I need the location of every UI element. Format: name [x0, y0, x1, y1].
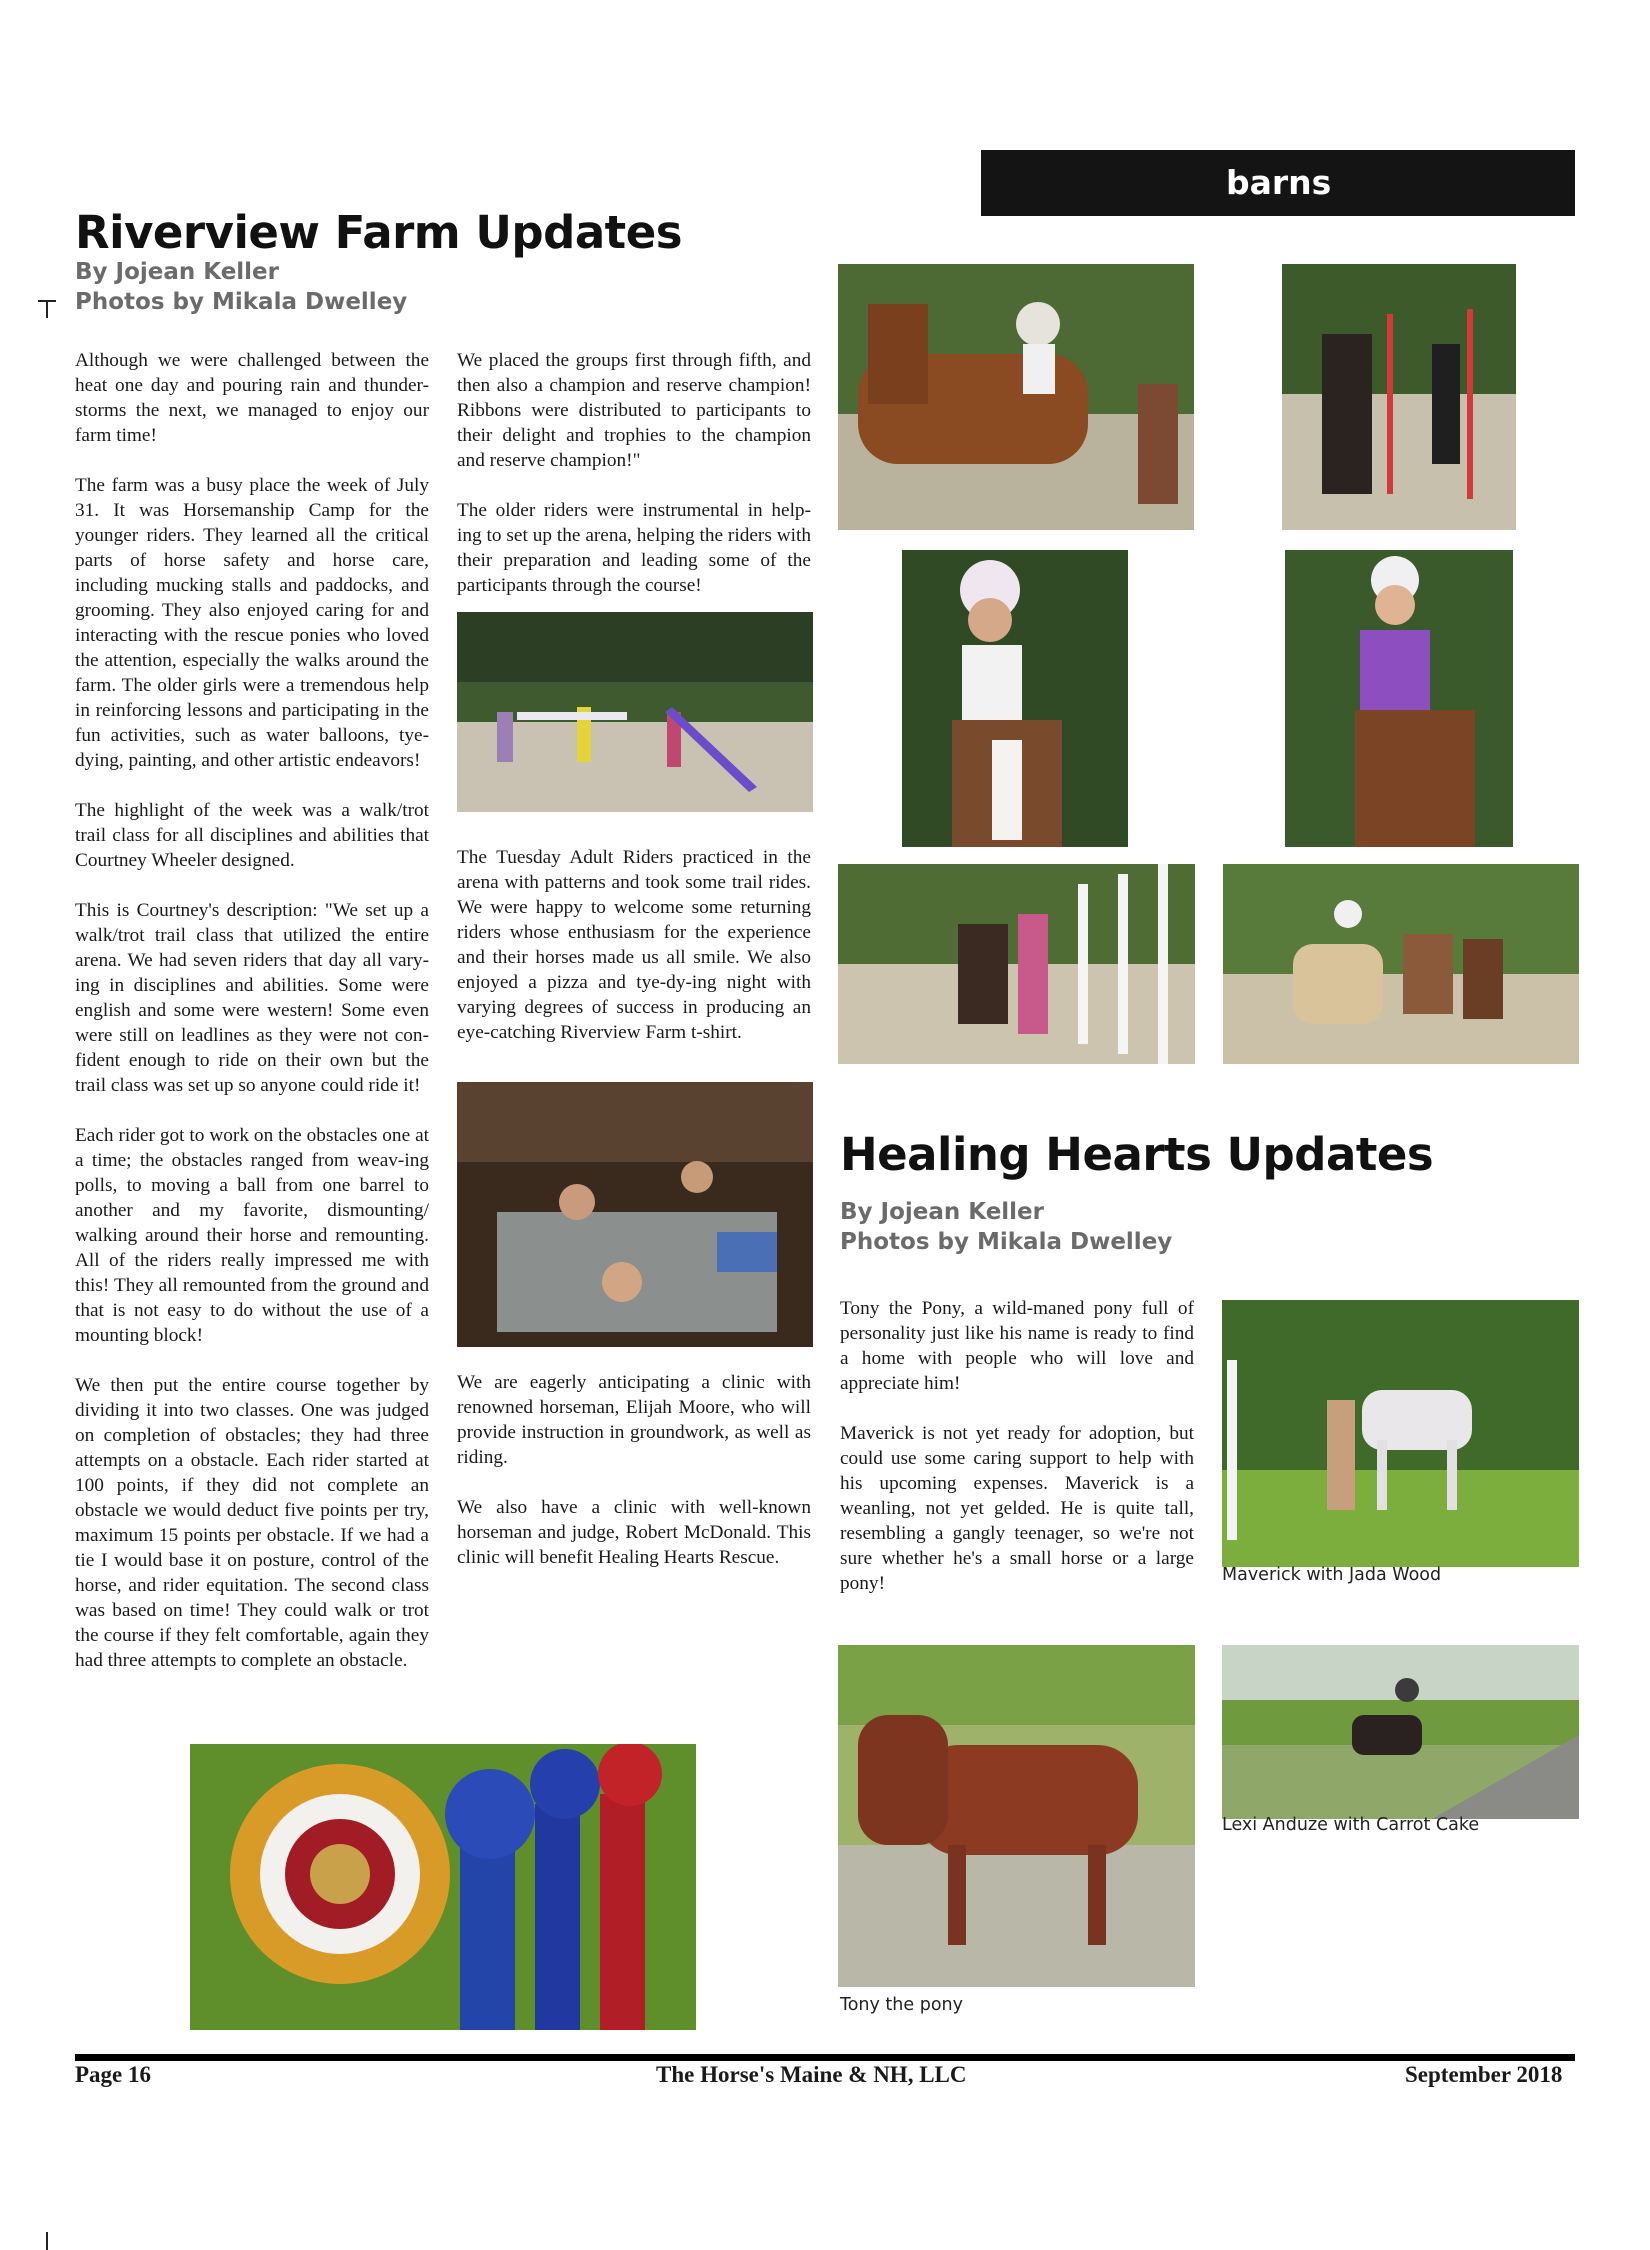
article-title-riverview: Riverview Farm Updates — [75, 206, 683, 259]
photo-riders-arena — [1223, 864, 1579, 1064]
paragraph: The older riders were instrumental in help-ing to set up the arena, helping the riders with their preparation and leading some of the participants through the course! — [457, 500, 811, 596]
paragraph: This is Courtney's description: "We set up a walk/trot trail class that utilized the entire arena. We had seven riders that day all vary-ing in disciplines and abilities. Some were english and some were western! Some even were still on leadlines as they were not con-fident enough to ride on their own but the trail class was set up so anyone could ride it! — [75, 900, 429, 1096]
crop-mark — [46, 2232, 48, 2250]
photo-ground-poles — [457, 612, 813, 812]
photo-lexi-carrot-cake — [1222, 1645, 1579, 1819]
paragraph: The Tuesday Adult Riders practiced in the arena with patterns and took some trail rides. We were happy to welcome some returning riders whose enthusiasm for the experience and their horses made us all smile. We also enjoyed a pizza and tye-dy-ing night with varying degrees of success in producing an eye-catching Riverview Farm t-shirt. — [457, 847, 811, 1043]
article-byline-healing-hearts: By Jojean Keller — [840, 1199, 1045, 1225]
article-column-healing-hearts — [840, 1296, 1194, 1621]
article-column-2-bottom — [457, 1370, 811, 1595]
photo-leadline-fence — [838, 864, 1195, 1064]
paragraph: The highlight of the week was a walk/trot trail class for all disciplines and abilities that Courtney Wheeler designed. — [75, 800, 429, 871]
article-column-2-top — [457, 348, 811, 623]
paragraph: Each rider got to work on the obstacles one at a time; the obstacles ranged from weav-ing polls, to moving a ball from one barrel to another and my favorite, dismounting/ walking around their horse and remounting. All of the riders really impressed me with this! They all remounted from the ground and that is not easy to do without the use of a mounting block! — [75, 1125, 429, 1346]
paragraph: We also have a clinic with well-known horseman and judge, Robert McDonald. This clinic will benefit Healing Hearts Rescue. — [457, 1497, 811, 1568]
photo-maverick — [1222, 1300, 1579, 1567]
footer-date: September 2018 — [1405, 2062, 1563, 2087]
paragraph: Maverick is not yet ready for adoption, but could use some caring support to help with his upcoming expenses. Maverick is a weanling, not yet gelded. He is quite tall, resembling a gangly teenager, so we're not sure whether he's a small horse or a large pony! — [840, 1423, 1194, 1594]
crop-mark — [46, 300, 48, 318]
paragraph: Tony the Pony, a wild-maned pony full of personality just like his name is ready to find a home with people who will love and appreciate him! — [840, 1298, 1194, 1394]
paragraph: We are eagerly anticipating a clinic with renowned horseman, Elijah Moore, who will provide instruction in groundwork, as well as riding. — [457, 1372, 811, 1468]
paragraph: We then put the entire course together by dividing it into two classes. One was judged on completion of obstacles; they had three attempts on a obstacle. Each rider started at 100 points, if they did not complete an obstacle we would deduct five points per try, maximum 15 points per obstacle. If we had a tie I would base it on posture, control of the horse, and rider equitation. The second class was based on time! They could walk or trot the course if they felt comfortable, again they had three attempts to complete an obstacle. — [75, 1375, 429, 1671]
caption-lexi: Lexi Anduze with Carrot Cake — [1222, 1815, 1480, 1835]
caption-maverick: Maverick with Jada Wood — [1222, 1565, 1442, 1585]
article-photo-credit-healing-hearts: Photos by Mikala Dwelley — [840, 1229, 1173, 1255]
caption-tony: Tony the pony — [840, 1995, 963, 2015]
footer-page-number: Page 16 — [75, 2062, 152, 2087]
paragraph: The farm was a busy place the week of July 31. It was Horsemanship Camp for the younger riders. They learned all the critical parts of horse safety and horse care, including mucking stalls and paddocks, and grooming. They also enjoyed caring for and interacting with the rescue ponies who loved the attention, especially the walks around the farm. The older girls were a tremendous help in reinforcing lessons and participating in the fun activities, such as water balloons, tye-dying, painting, and other artistic endeavors! — [75, 475, 429, 771]
photo-rider-helmet-horse — [838, 264, 1194, 530]
article-byline-riverview: By Jojean Keller — [75, 259, 280, 285]
section-banner-label: barns — [1226, 163, 1332, 202]
paragraph: Although we were challenged between the heat one day and pouring rain and thunder-storms the next, we managed to enjoy our farm time! — [75, 350, 429, 446]
photo-smiling-rider-helmet — [902, 550, 1128, 847]
footer-rule — [75, 2054, 1575, 2061]
article-column-1 — [75, 348, 429, 1698]
article-photo-credit-riverview: Photos by Mikala Dwelley — [75, 289, 408, 315]
photo-tie-dye-night — [457, 1082, 813, 1347]
article-title-healing-hearts: Healing Hearts Updates — [840, 1128, 1434, 1181]
photo-girl-purple-shirt — [1285, 550, 1513, 847]
photo-lead-rope-poles — [1282, 264, 1516, 530]
photo-tony-the-pony — [838, 1645, 1195, 1987]
paragraph: We placed the groups first through fifth, and then also a champion and reserve champion! Ribbons were distributed to participants to their delight and trophies to the champion and reserve champion!" — [457, 350, 811, 471]
section-banner — [981, 150, 1575, 216]
photo-ribbons — [190, 1744, 696, 2030]
article-column-2-middle — [457, 845, 811, 1070]
footer-publication: The Horse's Maine & NH, LLC — [656, 2062, 967, 2087]
